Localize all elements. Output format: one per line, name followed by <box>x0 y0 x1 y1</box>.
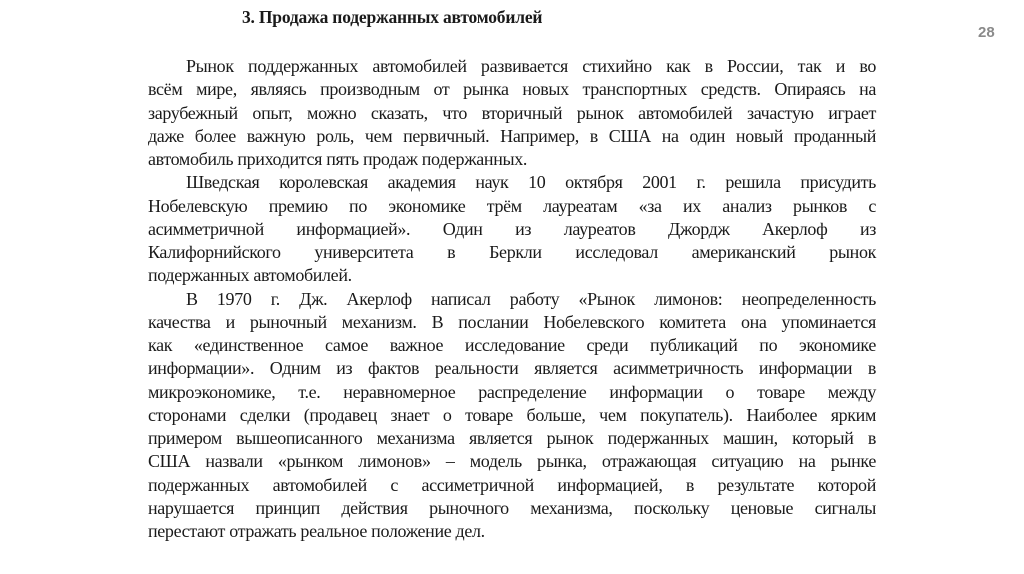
text-line: как «единственное самое важное исследование среди публикаций по экономике <box>148 335 876 355</box>
text-line: подержанных автомобилей с ассиметричной информацией, в результате которой <box>148 474 876 495</box>
text-line: всём мире, являясь производным от рынка новых транспортных средств. Опираясь на <box>148 79 876 100</box>
paragraph <box>148 171 876 287</box>
text-line: сторонами сделки (продавец знает о товаре больше, чем покупатель). Наиболее ярким <box>148 404 876 425</box>
text-line: США назвали «рынком лимонов» – модель рынка, отражающая ситуацию на рынке <box>148 451 876 472</box>
slide-body-text <box>148 55 876 543</box>
text-line: зарубежный опыт, можно сказать, что вторичный рынок автомобилей зачастую играет <box>148 102 876 123</box>
paragraph <box>148 55 876 171</box>
text-line: Калифорнийского университета в Беркли исследовал американский рынок <box>148 242 876 262</box>
text-line: даже более важную роль, чем первичный. Например, в США на один новый проданный <box>148 125 876 146</box>
text-line: Шведская королевская академия наук 10 октября 2001 г. решила присудить <box>186 172 876 193</box>
slide-title: 3. Продажа подержанных автомобилей <box>242 7 543 27</box>
text-line: подержанных автомобилей. <box>148 265 352 286</box>
text-line: информации». Одним из фактов реальности является асимметричность информации в <box>148 358 876 379</box>
paragraph <box>148 288 876 544</box>
text-line: микроэкономике, т.е. неравномерное распределение информации о товаре между <box>148 381 876 402</box>
text-line: Рынок поддержанных автомобилей развивается стихийно как в России, так и во <box>186 56 876 76</box>
text-line: перестают отражать реальное положение дел. <box>148 521 485 541</box>
text-line: нарушается принцип действия рыночного механизма, поскольку ценовые сигналы <box>148 497 876 518</box>
text-line: Нобелевскую премию по экономике трём лауреатам «за их анализ рынков с <box>148 195 876 216</box>
page-number: 28 <box>978 24 995 41</box>
text-line: примером вышеописанного механизма является рынок подержанных машин, который в <box>148 428 876 448</box>
text-line: асимметричной информацией». Один из лауреатов Джордж Акерлоф из <box>148 218 876 239</box>
text-line: В 1970 г. Дж. Акерлоф написал работу «Рынок лимонов: неопределенность <box>186 288 876 309</box>
text-line: качества и рыночный механизм. В послании Нобелевского комитета она упоминается <box>148 311 876 332</box>
text-line: автомобиль приходится пять продаж подержанных. <box>148 149 528 169</box>
